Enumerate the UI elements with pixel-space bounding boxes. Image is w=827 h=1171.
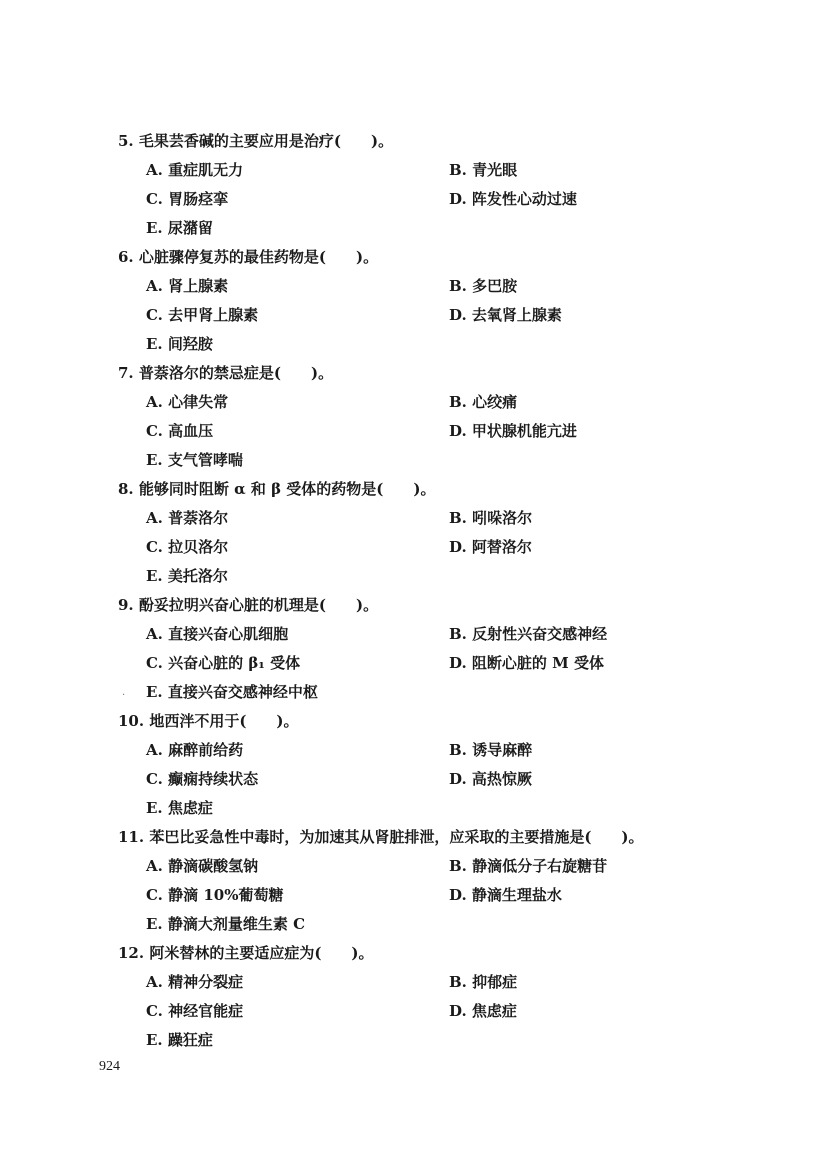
option-e: E. 躁狂症 bbox=[146, 1031, 213, 1049]
option-a: A. 直接兴奋心肌细胞 bbox=[146, 625, 289, 643]
page-number: 924 bbox=[99, 1059, 120, 1074]
question-stem: 6. 心脏骤停复苏的最佳药物是( )。 bbox=[118, 248, 379, 266]
option-b: B. 青光眼 bbox=[449, 161, 518, 179]
option-a: A. 麻醉前给药 bbox=[146, 741, 244, 759]
option-d: D. 阵发性心动过速 bbox=[449, 190, 577, 208]
option-b: B. 吲哚洛尔 bbox=[449, 509, 533, 527]
option-e: E. 间羟胺 bbox=[146, 335, 213, 353]
option-c: C. 高血压 bbox=[146, 422, 214, 440]
option-c: C. 去甲肾上腺素 bbox=[146, 306, 259, 324]
question-stem: 8. 能够同时阻断 α 和 β 受体的药物是( )。 bbox=[118, 480, 436, 498]
option-b: B. 抑郁症 bbox=[449, 973, 518, 991]
option-c: C. 静滴 10%葡萄糖 bbox=[146, 886, 284, 904]
option-d: D. 甲状腺机能亢进 bbox=[449, 422, 577, 440]
option-d: D. 阻断心脏的 M 受体 bbox=[449, 654, 604, 672]
option-b: B. 诱导麻醉 bbox=[449, 741, 533, 759]
option-a: A. 重症肌无力 bbox=[146, 161, 244, 179]
option-c: C. 兴奋心脏的 β₁ 受体 bbox=[146, 654, 301, 672]
option-c: C. 神经官能症 bbox=[146, 1002, 244, 1020]
option-a: A. 精神分裂症 bbox=[146, 973, 244, 991]
option-a: A. 静滴碳酸氢钠 bbox=[146, 857, 259, 875]
option-c: C. 拉贝洛尔 bbox=[146, 538, 229, 556]
option-e: E. 焦虑症 bbox=[146, 799, 213, 817]
option-b: B. 反射性兴奋交感神经 bbox=[449, 625, 608, 643]
question-stem: 10. 地西泮不用于( )。 bbox=[118, 712, 299, 730]
option-a: A. 心律失常 bbox=[146, 393, 229, 411]
option-b: B. 心绞痛 bbox=[449, 393, 518, 411]
option-e: E. 静滴大剂量维生素 C bbox=[146, 915, 306, 933]
scan-mark: · bbox=[122, 690, 126, 701]
option-d: D. 静滴生理盐水 bbox=[449, 886, 562, 904]
question-stem: 12. 阿米替林的主要适应症为( )。 bbox=[118, 944, 374, 962]
question-stem: 11. 苯巴比妥急性中毒时，为加速其从肾脏排泄，应采取的主要措施是( )。 bbox=[118, 828, 644, 846]
option-c: C. 癫痫持续状态 bbox=[146, 770, 259, 788]
option-b: B. 多巴胺 bbox=[449, 277, 518, 295]
option-e: E. 直接兴奋交感神经中枢 bbox=[146, 683, 318, 701]
question-stem: 5. 毛果芸香碱的主要应用是治疗( )。 bbox=[118, 132, 394, 150]
option-d: D. 焦虑症 bbox=[449, 1002, 517, 1020]
option-d: D. 去氧肾上腺素 bbox=[449, 306, 562, 324]
question-stem: 7. 普萘洛尔的禁忌症是( )。 bbox=[118, 364, 334, 382]
option-b: B. 静滴低分子右旋糖苷 bbox=[449, 857, 608, 875]
option-a: A. 普萘洛尔 bbox=[146, 509, 229, 527]
option-e: E. 支气管哮喘 bbox=[146, 451, 243, 469]
option-e: E. 尿潴留 bbox=[146, 219, 213, 237]
option-e: E. 美托洛尔 bbox=[146, 567, 228, 585]
question-stem: 9. 酚妥拉明兴奋心脏的机理是( )。 bbox=[118, 596, 379, 614]
option-d: D. 高热惊厥 bbox=[449, 770, 532, 788]
option-d: D. 阿替洛尔 bbox=[449, 538, 532, 556]
option-c: C. 胃肠痉挛 bbox=[146, 190, 229, 208]
option-a: A. 肾上腺素 bbox=[146, 277, 229, 295]
